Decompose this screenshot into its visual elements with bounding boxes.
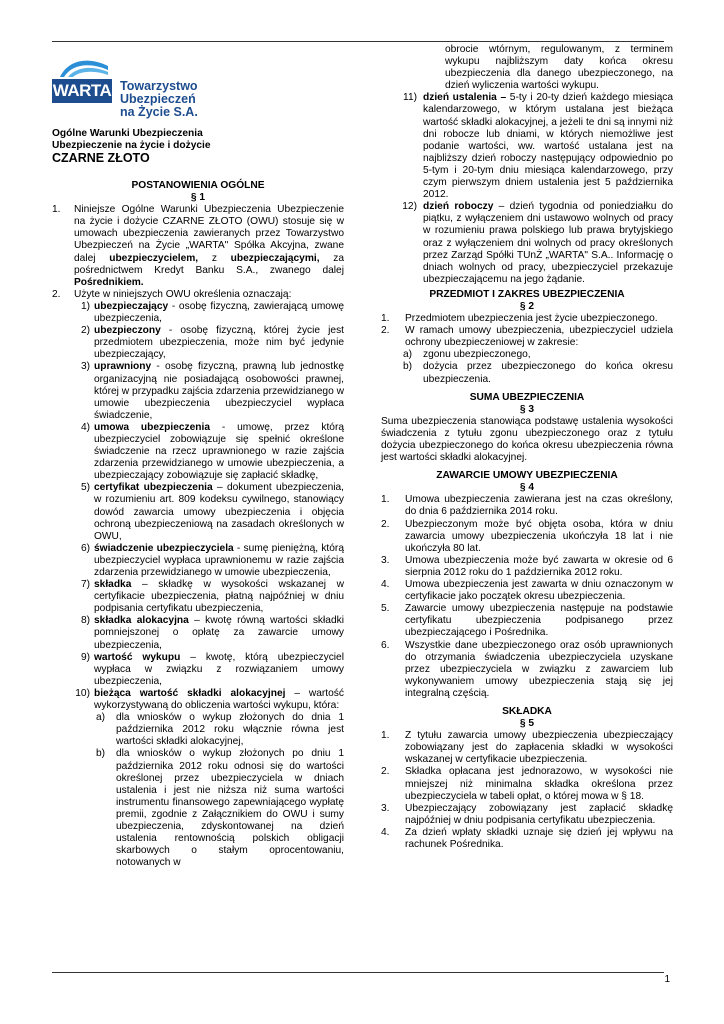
sub-item <box>381 349 673 361</box>
section-heading: POSTANOWIENIA OGÓLNE <box>131 180 265 191</box>
document-title <box>52 128 344 165</box>
list-item <box>381 766 673 802</box>
list-item <box>381 494 673 518</box>
sub-item <box>52 712 344 748</box>
item-number: 9) <box>80 651 90 663</box>
section-paragraph: § 3 <box>519 403 535 415</box>
item-number: 2. <box>381 325 390 337</box>
section-heading: ZAWARCIE UMOWY UBEZPIECZENIA <box>436 470 618 482</box>
header-rule <box>52 41 664 42</box>
definition-text: umowa ubezpieczenia - umowę, przez którą ubezpieczyciel zobowiązuje się spełnić określone świadczenie na rzecz uprawnionego w razie zajścia zdarzenia przewidzianego w umowie ubezpieczenia, a ubezpieczający zobowiązuje się zapłacić składkę, <box>94 421 344 482</box>
item-text: Wszystkie dane ubezpieczonego oraz osób uprawnionych do otrzymania świadczenia ubezpieczyciela uzyskane przez ubezpieczyciela w związku z zawarciem lub wykonywaniem umowy ubezpieczenia stają się jej integralną częścią. <box>405 639 673 699</box>
item-number: 6. <box>381 639 390 651</box>
item-number: 1. <box>52 204 61 216</box>
sub-item-text: dla wniosków o wykup złożonych po dniu 1 października 2012 roku odnosi się do wartości określonej przez ubezpieczyciela w dniach ustalenia i jest nie niższa niż suma wartości instrumentu finansowego zapewniającego wypłatę premii, zgodnie z Załącznikiem do OWU i sumy ubezpieczenia, zdyskontowanej na dzień ustalenia rentownością polskich obligacji skarbowych o stałym oprocentowaniu, notowanych w <box>116 748 344 869</box>
definition-text: wartość wykupu – kwotę, którą ubezpieczyciel wypłaca w związku z rozwiązaniem umowy ubezpieczenia, <box>94 651 344 687</box>
list-item <box>381 579 673 603</box>
list-item <box>381 827 673 851</box>
list-item <box>381 730 673 766</box>
section-heading: SUMA UBEZPIECZENIA <box>469 391 585 403</box>
list-item <box>381 325 673 349</box>
list-item <box>52 289 344 301</box>
item-number: 1. <box>381 313 390 325</box>
section-paragraph: § 4 <box>519 482 535 494</box>
left-column <box>52 180 344 869</box>
list-item <box>52 204 344 289</box>
right-column <box>381 44 673 851</box>
item-text: Przedmiotem ubezpieczenia jest życie ubezpieczonego. <box>405 313 658 325</box>
item-number: 11) <box>403 92 417 104</box>
definition-item <box>52 579 344 615</box>
definition-text: certyfikat ubezpieczenia – dokument ubezpieczenia, w rozumieniu art. 809 kodeksu cywilnego, stanowiący dowód zawarcia umowy ubezpieczenia i objęcia ochroną ubezpieczeniową na zasadach określonych w OWU, <box>94 482 344 542</box>
list-item <box>381 313 673 325</box>
definition-item <box>52 301 344 325</box>
item-text: W ramach umowy ubezpieczenia, ubezpieczyciel udziela ochrony ubezpieczeniowej w zakresie: <box>405 325 673 349</box>
item-text: Niniejsze Ogólne Warunki Ubezpieczenia Ubezpieczenie na życie i dożycie CZARNE ZŁOTO (OWU) stosuje się w umowach ubezpieczenia zawieranych przez Towarzystwo Ubezpieczeń na Życie „WARTA" Spółka Akcyjna, zwane dalej ubezpieczycielem, z ubezpieczającymi, za pośrednictwem Kredyt Banku S.A., zwanego dalej Pośrednikiem. <box>74 204 345 288</box>
list-item <box>381 555 673 579</box>
item-number: 4. <box>381 579 390 591</box>
item-number: 5) <box>80 482 90 494</box>
item-text: Umowa ubezpieczenia może być zawarta w okresie od 6 sierpnia 2012 roku do 1 października 2012 roku. <box>405 554 673 578</box>
sub-item-text: dla wniosków o wykup złożonych do dnia 1 października 2012 roku włącznie równa jest wartości składki alokacyjnej, <box>116 712 344 748</box>
sub-item-text: zgonu ubezpieczonego, <box>423 349 531 361</box>
item-letter: a) <box>96 712 106 724</box>
section-paragraph: § 2 <box>519 300 535 312</box>
definition-item <box>52 482 344 542</box>
item-number: 4. <box>381 826 390 838</box>
definition-text: ubezpieczony - osobę fizyczną, której życie jest przedmiotem ubezpieczenia, może nim być jedynie ubezpieczający, <box>94 325 344 361</box>
item-number: 4) <box>80 421 90 433</box>
definition-text: dzień ustalenia – 5-ty i 20-ty dzień każdego miesiąca kalendarzowego, w którym ustalana jest bieżąca wartość składki alokacyjnej, a jeżeli te dni są innymi niż dni robocze lub dniami, w których niemożliwe jest podanie wartości, ww. wartość ustalana jest na najbliższy dzień roboczy następujący odpowiednio po 5-tym i 20-tym dniu miesiąca kalendarzowego, przy czym pierwszym dniem ustalenia jest 5 października 2012. <box>423 92 673 201</box>
definition-item <box>381 201 673 286</box>
item-number: 2. <box>52 288 61 300</box>
definition-item <box>52 361 344 421</box>
section-text: Suma ubezpieczenia stanowiąca podstawę ustalenia wysokości świadczenia z tytułu zgonu ubezpieczonego oraz z tytułu dożycia ubezpieczonego do końca okresu ubezpieczenia równa jest wartości składki alokacyjnej. <box>381 415 673 464</box>
section-paragraph: § 1 <box>190 192 206 204</box>
definition-text: uprawniony - osobę fizyczną, prawną lub jednostkę organizacyjną nie posiadającą osobowości prawnej, której w przypadku zajścia zdarzenia przewidzianego w umowie ubezpieczenia ubezpieczyciel wypłaca świadczenie, <box>94 361 344 421</box>
item-letter: a) <box>403 349 413 361</box>
item-number: 2) <box>80 325 90 337</box>
item-number: 7) <box>80 579 90 591</box>
item-text: Umowa ubezpieczenia jest zawarta w dniu oznaczonym w certyfikacie jako początek okresu ubezpieczenia. <box>405 579 673 603</box>
definition-item <box>381 92 673 201</box>
item-number: 1) <box>80 300 90 312</box>
list-item <box>381 803 673 827</box>
item-text: Ubezpieczonym może być objęta osoba, która w dniu zawarcia umowy ubezpieczenia ukończyła 18 lat i nie ukończyła 80 lat. <box>405 518 673 554</box>
item-letter: b) <box>96 748 106 760</box>
definition-text: dzień roboczy – dzień tygodnia od poniedziałku do piątku, z wyłączeniem dni ustawowo wolnych od pracy w rozumieniu prawa polskiego lub prawa brytyjskiego oraz z wyłączeniem dni wolnych od pracy określonych przez Zarząd Spółki TUnŻ „WARTA" S.A.. Informację o dniach wolnych od pracy, ubezpieczyciel przekazuje ubezpieczającemu na jego żądanie. <box>423 201 673 285</box>
sub-item <box>52 748 344 869</box>
item-letter: b) <box>403 361 413 373</box>
item-text: Zawarcie umowy ubezpieczenia następuje na podstawie certyfikatu ubezpieczenia podpisanego przez ubezpieczającego i Pośrednika. <box>405 603 673 639</box>
logo-company-line1: Towarzystwo Ubezpieczeń <box>120 79 198 106</box>
warta-logo <box>52 58 252 119</box>
item-number: 2. <box>381 518 390 530</box>
item-number: 2. <box>381 766 390 778</box>
item-text: Użyte w niniejszych OWU określenia oznaczają: <box>74 288 292 300</box>
list-item <box>381 519 673 555</box>
item-text: Za dzień wpłaty składki uznaje się dzień jej wpływu na rachunek Pośrednika. <box>405 826 673 850</box>
item-number: 8) <box>80 615 90 627</box>
definition-item <box>52 325 344 361</box>
logo-company <box>120 80 260 119</box>
item-number: 10) <box>75 687 90 699</box>
definition-item <box>52 615 344 651</box>
definition-item <box>52 688 344 712</box>
item-number: 5. <box>381 603 390 615</box>
wave-icon <box>58 58 110 78</box>
section-heading: PRZEDMIOT I ZAKRES UBEZPIECZENIA <box>429 288 625 300</box>
item-number: 3) <box>80 361 90 373</box>
definition-item <box>52 652 344 688</box>
definition-text: składka alokacyjna – kwotę równą wartości składki pomniejszonej o opłatę za zawarcie umowy ubezpieczenia, <box>94 615 344 651</box>
item-number: 3. <box>381 802 390 814</box>
item-number: 1. <box>381 494 390 506</box>
section-heading: SKŁADKA <box>502 705 552 717</box>
list-item <box>381 640 673 700</box>
item-text: Z tytułu zawarcia umowy ubezpieczenia ubezpieczający zobowiązany jest do zapłacenia składki w wysokości wskazanej w certyfikacie ubezpieczenia. <box>405 730 673 766</box>
definition-item <box>52 543 344 579</box>
sub-item-text: dożycia przez ubezpieczonego do końca okresu ubezpieczenia. <box>423 361 673 385</box>
item-text: Umowa ubezpieczenia zawierana jest na czas określony, do dnia 6 października 2014 roku. <box>405 494 673 518</box>
title-line1: Ogólne Warunki Ubezpieczenia <box>52 128 203 139</box>
item-number: 6) <box>80 542 90 554</box>
list-item <box>381 603 673 639</box>
item-text: Składka opłacana jest jednorazowo, w wysokości nie mniejszej niż minimalna składka określona przez ubezpieczyciela w tabeli opłat, o której mowa w § 18. <box>405 766 673 802</box>
definition-text: składka – składkę w wysokości wskazanej w certyfikacie ubezpieczenia, płatną najpóźniej w dniu podpisania certyfikatu ubezpieczenia, <box>94 579 344 615</box>
item-number: 1. <box>381 730 390 742</box>
logo-company-line2: na Życie S.A. <box>120 105 198 119</box>
item-text: Ubezpieczający zobowiązany jest zapłacić składkę najpóźniej w dniu podpisania certyfikatu ubezpieczenia. <box>405 802 673 826</box>
title-line2: Ubezpieczenie na życie i dożycie <box>52 140 211 152</box>
logo-brand: WARTA <box>52 79 112 103</box>
continued-text: obrocie wtórnym, regulowanym, z terminem wykupu najbliższym daty końca okresu ubezpieczenia dla danego ubezpieczonego, na dzień wyliczenia wartości wykupu. <box>445 44 673 92</box>
definition-item <box>52 422 344 482</box>
definition-text: świadczenie ubezpieczyciela - sumę pieniężną, którą ubezpieczyciel wypłaca uprawnionemu w razie zajścia zdarzenia przewidzianego w umowie ubezpieczenia, <box>94 542 344 578</box>
section-paragraph: § 5 <box>519 718 535 730</box>
title-line3: CZARNE ZŁOTO <box>52 151 150 166</box>
definition-text: bieżąca wartość składki alokacyjnej – wartość wykorzystywaną do obliczenia wartości wykupu, która: <box>94 687 344 712</box>
sub-item <box>381 361 673 385</box>
item-number: 12) <box>402 201 417 213</box>
item-number: 3. <box>381 554 390 566</box>
page-number: 1 <box>664 974 670 985</box>
footer-rule <box>52 972 664 973</box>
definition-text: ubezpieczający - osobę fizyczną, zawierającą umowę ubezpieczenia, <box>94 300 344 325</box>
